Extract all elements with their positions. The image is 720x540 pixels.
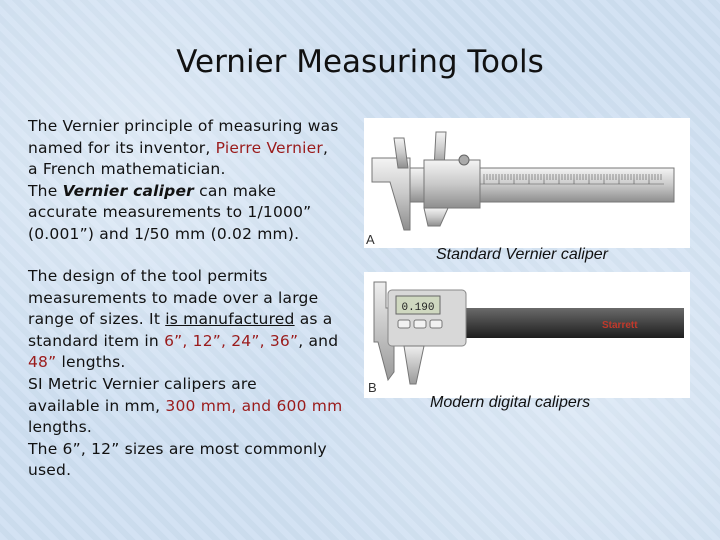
text-span: available in mm, — [28, 396, 166, 415]
text-line: The 6”, 12” sizes are most commonly — [28, 439, 327, 458]
slide-title: Vernier Measuring Tools — [176, 44, 544, 80]
caliper-button-icon — [414, 320, 426, 328]
text-line: The Vernier principle of measuring was — [28, 117, 339, 135]
sizes-highlight: 48” — [28, 353, 57, 372]
brand-label: Starrett — [602, 320, 638, 331]
caption-standard-caliper: Standard Vernier caliper — [436, 246, 608, 263]
text-line — [28, 396, 363, 418]
text-line: SI Metric Vernier calipers are — [28, 374, 257, 393]
metric-sizes-highlight: 300 mm, and 600 mm — [165, 396, 343, 415]
text-line: lengths. — [28, 418, 93, 437]
caption-digital-caliper: Modern digital calipers — [430, 394, 591, 411]
vernier-caliper-photo — [364, 118, 690, 248]
text-line: accurate measurements to 1/1000” — [28, 203, 312, 222]
vernier-caliper-illustration — [364, 118, 690, 248]
emphasized-term: Vernier caliper — [62, 181, 195, 200]
lcd-reading: 0.190 — [401, 302, 435, 314]
text-span: can make — [194, 181, 277, 200]
caliper-button-icon — [430, 320, 442, 328]
sizes-highlight: 6”, 12”, 24”, 36” — [164, 331, 299, 350]
text-span: named for its inventor, — [28, 138, 216, 157]
text-span: range of sizes. It — [28, 310, 166, 329]
text-line: a French mathematician. — [28, 160, 226, 179]
text-span: standard item in — [28, 331, 165, 350]
text-span: lengths. — [56, 353, 126, 372]
figure-a-letter: A — [366, 232, 375, 247]
text-line: (0.001”) and 1/50 mm (0.02 mm). — [28, 224, 300, 243]
inventor-name: Pierre Vernier — [215, 138, 323, 157]
text-span: , and — [298, 331, 339, 350]
intro-paragraph — [28, 116, 363, 246]
text-line: measurements to made over a large — [28, 288, 319, 307]
underlined-text: is manufactured — [165, 310, 295, 329]
text-line — [28, 181, 363, 203]
text-line — [28, 331, 363, 353]
text-line: The design of the tool permits — [28, 267, 268, 285]
digital-caliper-photo — [364, 272, 690, 398]
digital-caliper-illustration — [364, 272, 690, 398]
text-line — [28, 138, 363, 160]
caliper-button-icon — [398, 320, 410, 328]
text-line — [28, 352, 363, 374]
text-span: as a — [294, 310, 333, 329]
text-span: , — [322, 138, 329, 157]
figure-b-letter: B — [368, 380, 377, 395]
text-span: The — [28, 181, 63, 200]
design-paragraph — [28, 266, 363, 482]
text-line: used. — [28, 461, 72, 480]
text-line — [28, 309, 363, 331]
